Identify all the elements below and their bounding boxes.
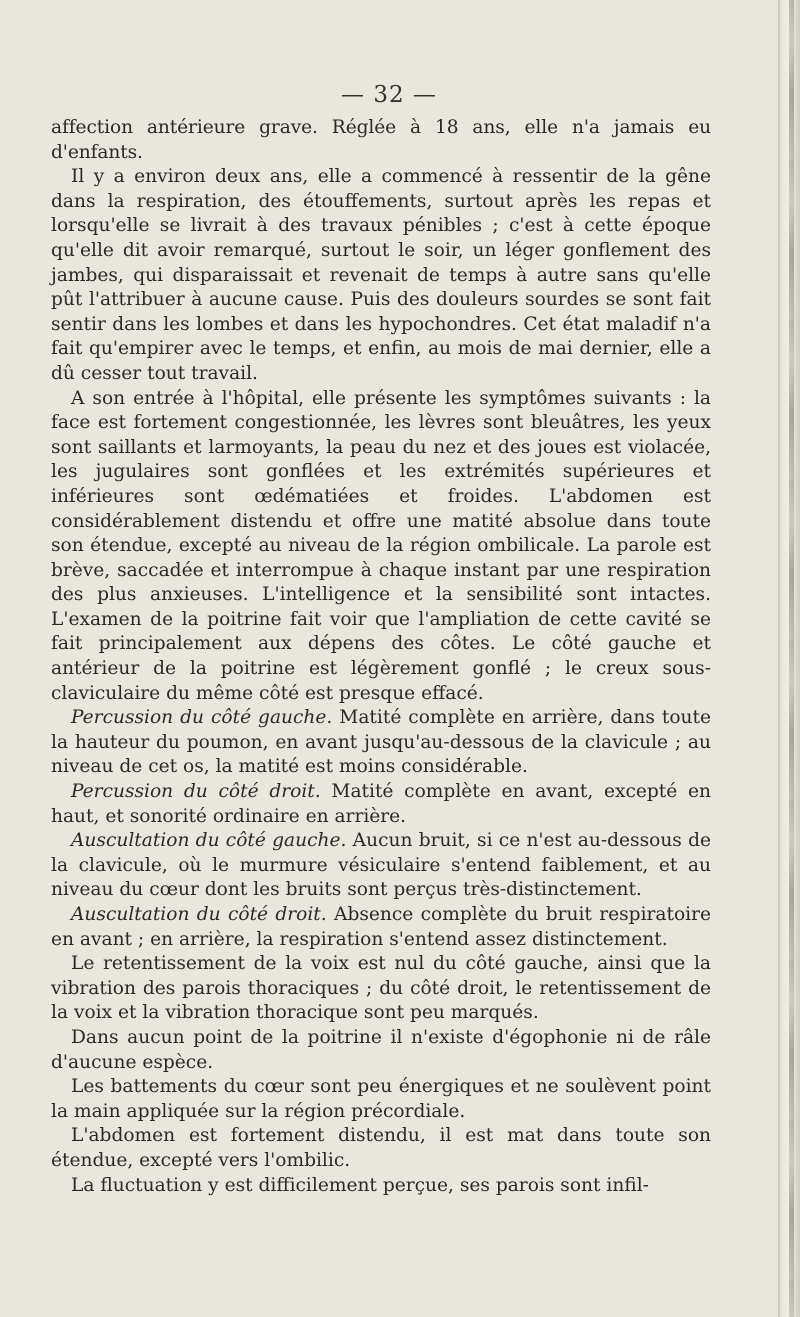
paragraph-6-lead: Auscultation du côté gauche.: [71, 830, 347, 852]
paragraph-4-text: Matité complète en arrière, dans toute la hauteur du poumon, en avant jusqu'au-dessous de la clavicule ; au niveau de cet os, la matité est moins considérable.: [51, 707, 711, 778]
paragraph-7-text: Absence complète du bruit respiratoire en avant ; en arrière, la respiration s'entend assez distinctement.: [51, 904, 711, 950]
paragraph-5-lead: Percussion du côté droit.: [71, 781, 321, 803]
paragraph-8: Le retentissement de la voix est nul du côté gauche, ainsi que la vibration des parois thoraciques ; du côté droit, le retentissement de la voix et la vibration thoracique sont peu marqués.: [51, 953, 711, 1024]
page-number: — 32 —: [341, 82, 437, 108]
paragraph-11: L'abdomen est fortement distendu, il est mat dans toute son étendue, excepté vers l'ombilic.: [51, 1125, 711, 1171]
paragraph-6: [51, 829, 711, 903]
paragraph-4: [51, 706, 711, 780]
paragraph-12: La fluctuation y est difficilement perçue, ses parois sont infil-: [71, 1174, 649, 1196]
paragraph-7: [51, 903, 711, 952]
paragraph-1: affection antérieure grave. Réglée à 18 ans, elle n'a jamais eu d'enfants.: [51, 117, 711, 163]
paragraph-5: [51, 780, 711, 829]
paragraph-10: Les battements du cœur sont peu énergiques et ne soulèvent point la main appliquée sur la région précordiale.: [51, 1076, 711, 1122]
paragraph-7-lead: Auscultation du côté droit.: [71, 904, 327, 925]
paragraph-9: Dans aucun point de la poitrine il n'existe d'égophonie ni de râle d'aucune espèce.: [51, 1026, 711, 1073]
paragraph-3: A son entrée à l'hôpital, elle présente les symptômes suivants : la face est fortement congestionnée, les lèvres sont bleuâtres, les yeux sont saillants et larmoyants, la peau du nez et des joues est violacée, les jugulaires sont gonflées et les extrémités supérieures et inférieures sont œdématiées et froides. L'abdomen est considérablement distendu et offre une matité absolue dans toute son étendue, excepté au niveau de la région ombilicale. La parole est brève, saccadée et interrompue à chaque instant par une respiration des plus anxieuses. L'intelligence et la sensibilité sont intactes. L'examen de la poitrine fait voir que l'ampliation de cette cavité se fait principalement aux dépens des côtes. Le côté gauche et antérieur de la poitrine est légèrement gonflé ; le creux sous-claviculaire du même côté est presque effacé.: [51, 387, 711, 704]
page-body: [51, 116, 711, 1198]
paragraph-6-text: Aucun bruit, si ce n'est au-dessous de la clavicule, où le murmure vésiculaire s'entend faiblement, et au niveau du cœur dont les bruits sont perçus très-distinctement.: [51, 830, 712, 901]
page-edge-shadow: [789, 0, 794, 1317]
paragraph-4-lead: Percussion du côté gauche.: [71, 707, 333, 729]
paragraph-5-text: Matité complète en avant, excepté en haut, et sonorité ordinaire en arrière.: [51, 781, 711, 827]
paragraph-2: Il y a environ deux ans, elle a commencé à ressentir de la gêne dans la respiration, des étouffements, surtout après les repas et lorsqu'elle se livrait à des travaux pénibles ; c'est à cette époque qu'elle dit avoir remarqué, surtout le soir, un léger gonflement des jambes, qui disparaissait et revenait de temps à autre sans qu'elle pût l'attribuer à aucune cause. Puis des douleurs sourdes se sont fait sentir dans les lombes et dans les hypochondres. Cet état maladif n'a fait qu'empirer avec le temps, et enfin, au mois de mai dernier, elle a dû cesser tout travail.: [51, 166, 711, 384]
